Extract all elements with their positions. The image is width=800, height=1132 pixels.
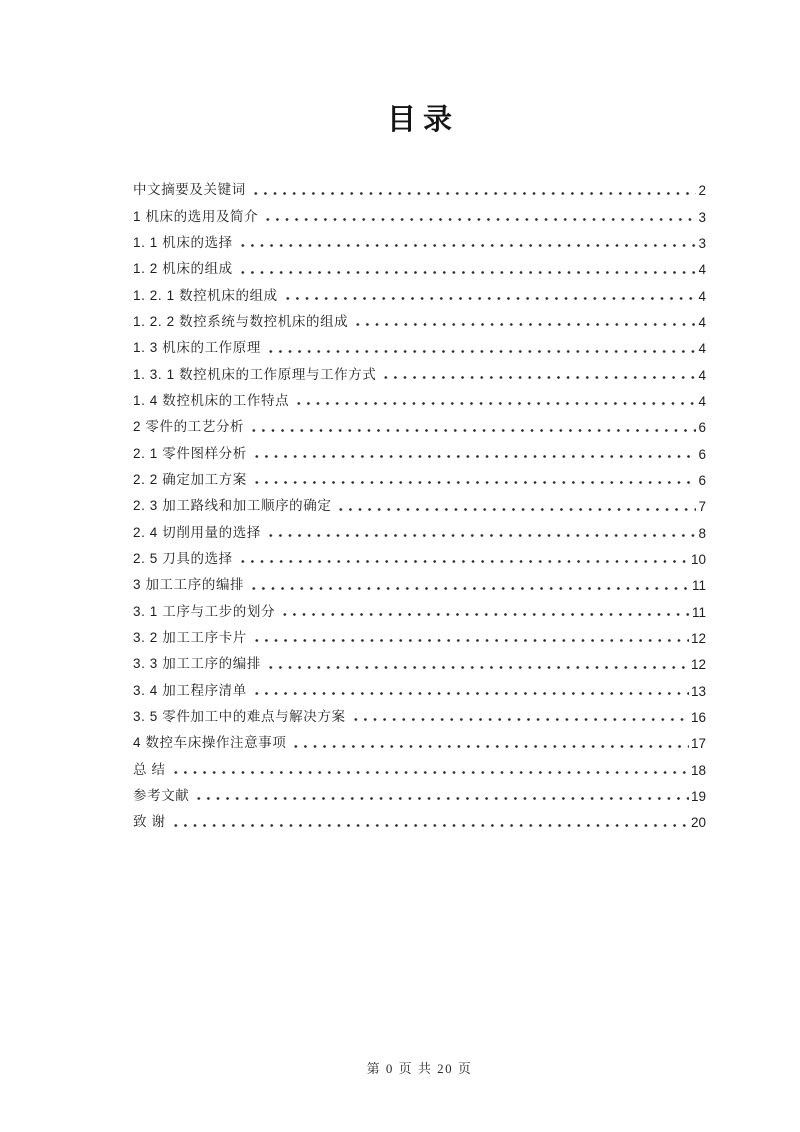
toc-entry-page-number: 4 — [698, 288, 706, 304]
dotted-leader — [238, 244, 697, 247]
toc-entry-page-number: 7 — [698, 499, 706, 515]
toc-entry-label: 3. 2 加工工序卡片 — [133, 629, 247, 645]
toc-entry-page-number: 4 — [698, 262, 706, 278]
toc-entry[interactable] — [133, 435, 706, 461]
dotted-leader — [381, 376, 696, 379]
toc-entry-page-number: 4 — [698, 341, 706, 357]
toc-list — [133, 172, 706, 830]
toc-entry-page-number: 13 — [690, 683, 706, 699]
toc-entry-label: 总 结 — [133, 761, 166, 777]
toc-entry-label: 1. 2. 1 数控机床的组成 — [133, 287, 278, 303]
toc-entry-page-number: 12 — [690, 630, 706, 646]
dotted-leader — [263, 218, 696, 221]
toc-entry-label: 2. 2 确定加工方案 — [133, 471, 247, 487]
dotted-leader — [251, 192, 697, 195]
toc-entry-page-number: 4 — [698, 393, 706, 409]
toc-entry[interactable] — [133, 567, 706, 593]
toc-entry-page-number: 3 — [698, 209, 706, 225]
toc-entry-label: 4 数控车床操作注意事项 — [133, 735, 287, 751]
toc-entry[interactable] — [133, 383, 706, 409]
toc-entry-label: 1. 1 机床的选择 — [133, 234, 233, 250]
toc-entry-label: 3 加工工序的编排 — [133, 577, 245, 593]
toc-entry[interactable] — [133, 620, 706, 646]
dotted-leader — [266, 666, 689, 669]
toc-entry[interactable] — [133, 593, 706, 619]
toc-entry[interactable] — [133, 462, 706, 488]
toc-entry[interactable] — [133, 778, 706, 804]
toc-entry[interactable] — [133, 514, 706, 540]
toc-entry[interactable] — [133, 409, 706, 435]
dotted-leader — [249, 429, 696, 432]
dotted-leader — [252, 639, 689, 642]
dotted-leader — [171, 771, 689, 774]
toc-entry-page-number: 10 — [690, 551, 706, 567]
toc-entry-label: 3. 1 工序与工步的划分 — [133, 603, 276, 619]
dotted-leader — [171, 824, 689, 827]
toc-entry-page-number: 4 — [698, 367, 706, 383]
toc-entry[interactable] — [133, 225, 706, 251]
dotted-leader — [238, 271, 697, 274]
toc-entry[interactable] — [133, 646, 706, 672]
toc-entry-label: 参考文献 — [133, 787, 190, 803]
toc-entry-label: 1. 3. 1 数控机床的工作原理与工作方式 — [133, 366, 377, 382]
dotted-leader — [266, 350, 697, 353]
toc-entry-page-number: 6 — [698, 472, 706, 488]
dotted-leader — [252, 692, 689, 695]
toc-entry[interactable] — [133, 198, 706, 224]
toc-entry-label: 3. 3 加工工序的编排 — [133, 656, 261, 672]
toc-entry-page-number: 16 — [690, 709, 706, 725]
toc-entry-label: 1. 2 机床的组成 — [133, 261, 233, 277]
toc-entry-label: 1. 4 数控机床的工作特点 — [133, 392, 290, 408]
dotted-leader — [351, 718, 689, 721]
toc-entry[interactable] — [133, 804, 706, 830]
toc-entry-page-number: 11 — [691, 604, 706, 620]
toc-entry-label: 2. 4 切削用量的选择 — [133, 524, 261, 540]
toc-entry[interactable] — [133, 356, 706, 382]
dotted-leader — [353, 323, 696, 326]
toc-entry-page-number: 12 — [690, 657, 706, 673]
toc-entry-label: 2. 5 刀具的选择 — [133, 550, 233, 566]
toc-entry[interactable] — [133, 251, 706, 277]
dotted-leader — [252, 481, 697, 484]
toc-entry[interactable] — [133, 304, 706, 330]
toc-entry[interactable] — [133, 699, 706, 725]
toc-entry-label: 3. 4 加工程序清单 — [133, 682, 247, 698]
toc-entry[interactable] — [133, 172, 706, 198]
page-footer: 第 0 页 共 20 页 — [366, 1061, 473, 1076]
dotted-leader — [194, 797, 689, 800]
toc-entry[interactable] — [133, 488, 706, 514]
toc-entry-label: 2. 3 加工路线和加工顺序的确定 — [133, 498, 332, 514]
toc-entry[interactable] — [133, 330, 706, 356]
dotted-leader — [283, 297, 697, 300]
toc-entry[interactable] — [133, 672, 706, 698]
toc-entry-page-number: 4 — [698, 314, 706, 330]
toc-entry-label: 2 零件的工艺分析 — [133, 419, 245, 435]
dotted-leader — [252, 455, 697, 458]
dotted-leader — [336, 508, 696, 511]
toc-entry-page-number: 19 — [690, 788, 706, 804]
dotted-leader — [294, 402, 696, 405]
toc-entry-page-number: 3 — [698, 235, 706, 251]
dotted-leader — [291, 745, 689, 748]
dotted-leader — [280, 613, 690, 616]
toc-entry-page-number: 8 — [698, 525, 706, 541]
toc-entry[interactable] — [133, 725, 706, 751]
toc-entry-label: 致 谢 — [133, 814, 166, 830]
toc-entry-page-number: 20 — [690, 815, 706, 831]
toc-entry-page-number: 6 — [698, 446, 706, 462]
toc-entry[interactable] — [133, 751, 706, 777]
toc-entry[interactable] — [133, 541, 706, 567]
toc-entry-label: 1. 3 机床的工作原理 — [133, 340, 261, 356]
toc-entry[interactable] — [133, 277, 706, 303]
toc-entry-label: 3. 5 零件加工中的难点与解决方案 — [133, 708, 346, 724]
toc-entry-page-number: 18 — [690, 762, 706, 778]
toc-entry-label: 1. 2. 2 数控系统与数控机床的组成 — [133, 313, 349, 329]
dotted-leader — [266, 534, 697, 537]
dotted-leader — [238, 560, 689, 563]
toc-entry-label: 2. 1 零件图样分析 — [133, 445, 247, 461]
page-title: 目录 — [386, 104, 459, 136]
toc-entry-page-number: 17 — [690, 736, 706, 752]
dotted-leader — [249, 587, 690, 590]
toc-entry-label: 中文摘要及关键词 — [133, 182, 246, 198]
toc-entry-page-number: 11 — [691, 578, 706, 594]
toc-entry-page-number: 6 — [698, 420, 706, 436]
toc-entry-label: 1 机床的选用及简介 — [133, 208, 259, 224]
toc-entry-page-number: 2 — [698, 183, 706, 199]
